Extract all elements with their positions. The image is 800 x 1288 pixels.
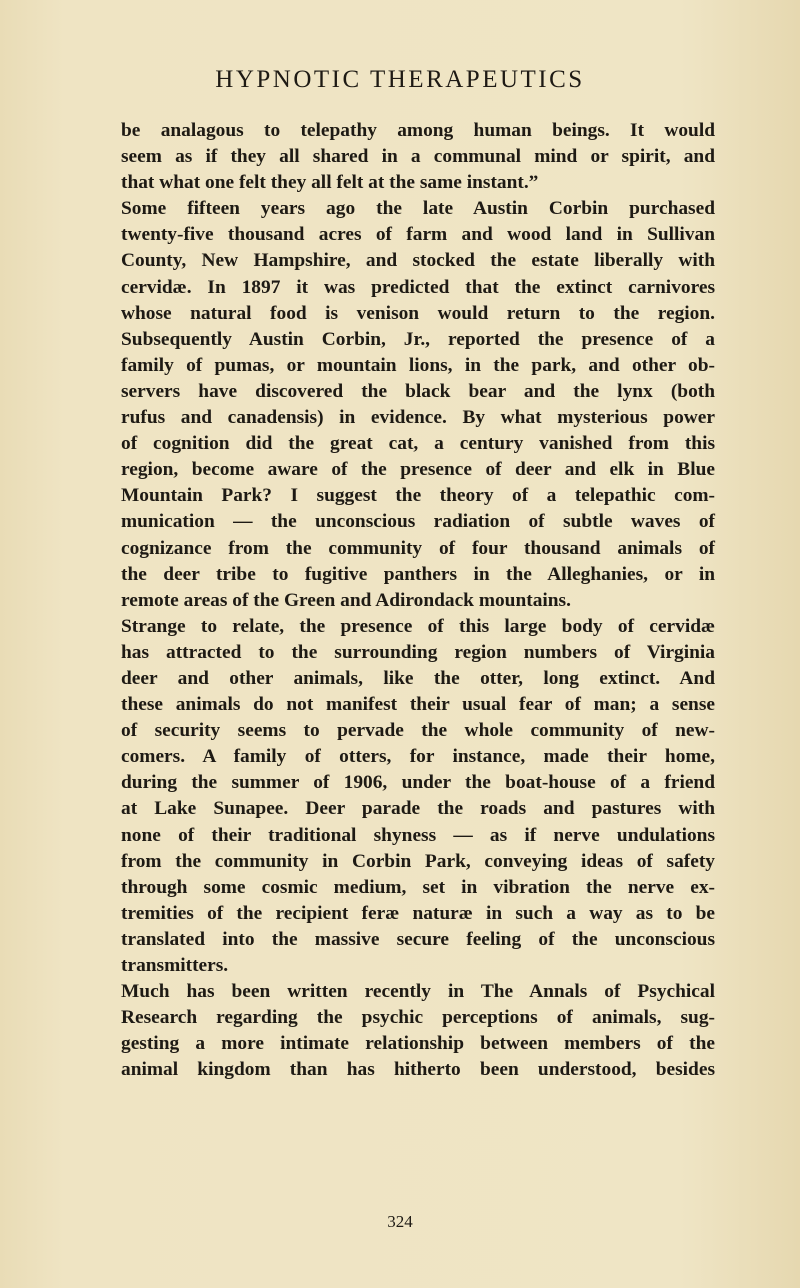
text-line: family of pumas, or mountain lions, in the park, and other ob- [121, 354, 715, 376]
text-line: gesting a more intimate relationship between members of the [121, 1033, 715, 1055]
text-line: of security seems to pervade the whole community of new- [121, 720, 715, 742]
page-number: 324 [387, 1212, 413, 1231]
text-line: servers have discovered the black bear and the lynx (both [121, 380, 715, 402]
text-line: County, New Hampshire, and stocked the estate liberally with [121, 250, 715, 272]
text-line: during the summer of 1906, under the boat-house of a friend [121, 772, 715, 794]
text-line: none of their traditional shyness — as if nerve undulations [121, 824, 715, 846]
text-line: translated into the massive secure feeling of the unconscious [121, 928, 715, 950]
text-line: whose natural food is venison would return to the region. [121, 302, 715, 324]
text-line: remote areas of the Green and Adirondack mountains. [121, 589, 571, 611]
text-line: munication — the unconscious radiation of subtle waves of [121, 511, 715, 533]
text-line: the deer tribe to fugitive panthers in the Alleghanies, or in [121, 563, 715, 585]
text-line: Much has been written recently in The Annals of Psychical [121, 981, 715, 1003]
text-line: be analagous to telepathy among human beings. It would [121, 120, 715, 141]
text-line: seem as if they all shared in a communal mind or spirit, and [121, 146, 715, 168]
text-line: rufus and canadensis) in evidence. By what mysterious power [121, 407, 715, 429]
text-line: has attracted to the surrounding region numbers of Virginia [121, 641, 715, 663]
text-line: deer and other animals, like the otter, long extinct. And [121, 667, 715, 689]
text-line: Some fifteen years ago the late Austin Corbin purchased [121, 198, 715, 220]
text-line: Strange to relate, the presence of this large body of cervidæ [121, 615, 715, 637]
text-line: cognizance from the community of four thousand animals of [121, 537, 715, 559]
text-line: at Lake Sunapee. Deer parade the roads and pastures with [121, 798, 715, 820]
text-line: cervidæ. In 1897 it was predicted that the extinct carnivores [121, 276, 715, 298]
text-line: twenty-five thousand acres of farm and wood land in Sullivan [121, 224, 715, 246]
running-head: HYPNOTIC THERAPEUTICS [215, 66, 585, 93]
text-line: from the community in Corbin Park, conveying ideas of safety [121, 850, 715, 872]
text-line: tremities of the recipient feræ naturæ in such a way as to be [121, 902, 715, 924]
text-line: Subsequently Austin Corbin, Jr., reported the presence of a [121, 328, 715, 350]
text-line: Research regarding the psychic perceptions of animals, sug- [121, 1007, 715, 1029]
text-line: region, become aware of the presence of deer and elk in Blue [121, 459, 715, 481]
text-line: that what one felt they all felt at the same instant.” [121, 172, 539, 194]
text-line: animal kingdom than has hitherto been understood, besides [121, 1059, 715, 1081]
text-line: through some cosmic medium, set in vibration the nerve ex- [121, 876, 715, 898]
text-line: Mountain Park? I suggest the theory of a telepathic com- [121, 485, 715, 507]
text-line: comers. A family of otters, for instance, made their home, [121, 746, 715, 768]
body-text [121, 118, 715, 1083]
text-line: transmitters. [121, 955, 229, 976]
text-line: these animals do not manifest their usual fear of man; a sense [121, 694, 715, 716]
text-line: of cognition did the great cat, a century vanished from this [121, 433, 715, 455]
